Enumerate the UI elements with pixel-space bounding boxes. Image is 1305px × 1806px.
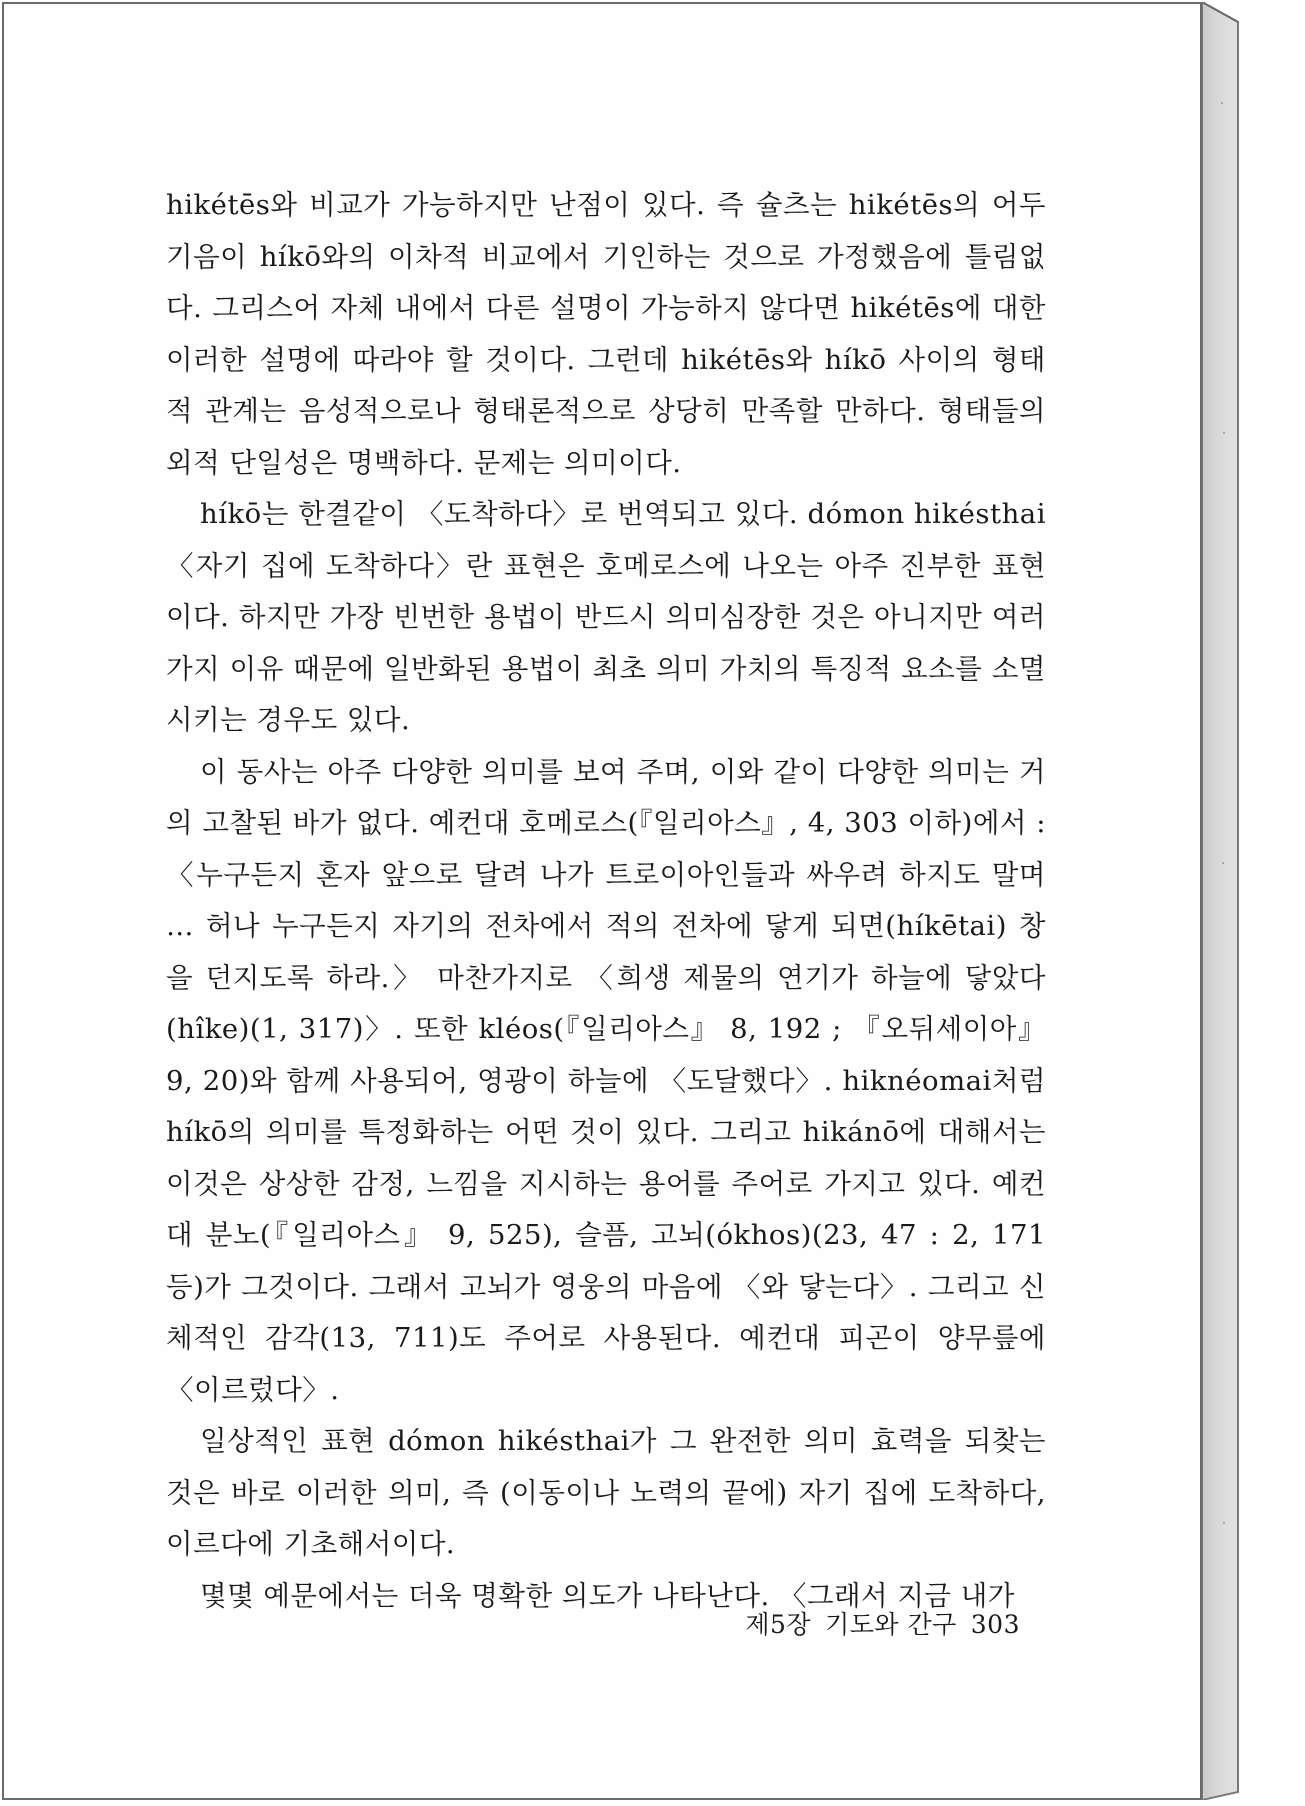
section-title: 기도와 간구 (825, 1610, 957, 1639)
paragraph-1: hikétēs와 비교가 가능하지만 난점이 있다. 즉 슐츠는 hikétēs의 어두 기음이 híkō와의 이차적 비교에서 기인하는 것으로 가정했음에 틀림없다. 그리스어 자체 내에서 다른 설명이 가능하지 않다면 hikétēs에 대한 이러한 설명에 따라야 할 것이다. 그런데 hikétēs와 híkō 사이의 형태적 관계는 음성적으로나 형태론적으로 상당히 만족할 만하다. 형태들의 외적 단일성은 명백하다. 문제는 의미이다. (166, 189, 1046, 479)
running-footer (740, 1605, 1020, 1641)
paragraph-4: 일상적인 표현 dómon hikésthai가 그 완전한 의미 효력을 되찾는 것은 바로 이러한 의미, 즉 (이동이나 노력의 끝에) 자기 집에 도착하다, 이르다에 기초해서이다. (166, 1425, 1046, 1560)
body-text (166, 180, 1046, 1622)
page-number: 303 (970, 1610, 1020, 1639)
page-edge-thickness (1202, 2, 1302, 1800)
paragraph-5: 몇몇 예문에서는 더욱 명확한 의도가 나타난다. 〈그래서 지금 내가 (200, 1579, 1015, 1612)
paragraph-2: híkō는 한결같이 〈도착하다〉로 번역되고 있다. dómon hikésthai〈자기 집에 도착하다〉란 표현은 호메로스에 나오는 아주 진부한 표현이다. 하지만 가장 빈번한 용법이 반드시 의미심장한 것은 아니지만 여러 가지 이유 때문에 일반화된 용법이 최초 의미 가치의 특징적 요소를 소멸시키는 경우도 있다. (166, 498, 1046, 736)
chapter-label: 제5장 (745, 1610, 812, 1639)
paragraph-3: 이 동사는 아주 다양한 의미를 보여 주며, 이와 같이 다양한 의미는 거의 고찰된 바가 없다. 예컨대 호메로스(『일리아스』, 4, 303 이하)에서 : 〈누구든지 혼자 앞으로 달려 나가 트로이아인들과 싸우려 하지도 말며 … 허나 누구든지 자기의 전차에서 적의 전차에 닿게 되면(híkētai) 창을 던지도록 하라.〉 마찬가지로 〈희생 제물의 연기가 하늘에 닿았다(hîke)(1, 317)〉. 또한 kléos(『일리아스』 8, 192 ; 『오뒤세이아』 9, 20)와 함께 사용되어, 영광이 하늘에 〈도달했다〉. hiknéomai처럼 híkō의 의미를 특정화하는 어떤 것이 있다. 그리고 hikánō에 대해서는 이것은 상상한 감정, 느낌을 지시하는 용어를 주어로 가지고 있다. 예컨대 분노(『일리아스』 9, 525), 슬픔, 고뇌(ókhos)(23, 47 : 2, 171 등)가 그것이다. 그래서 고뇌가 영웅의 마음에 〈와 닿는다〉. 그리고 신체적인 감각(13, 711)도 주어로 사용된다. 예컨대 피곤이 양무릎에 〈이르렀다〉. (166, 755, 1046, 1406)
